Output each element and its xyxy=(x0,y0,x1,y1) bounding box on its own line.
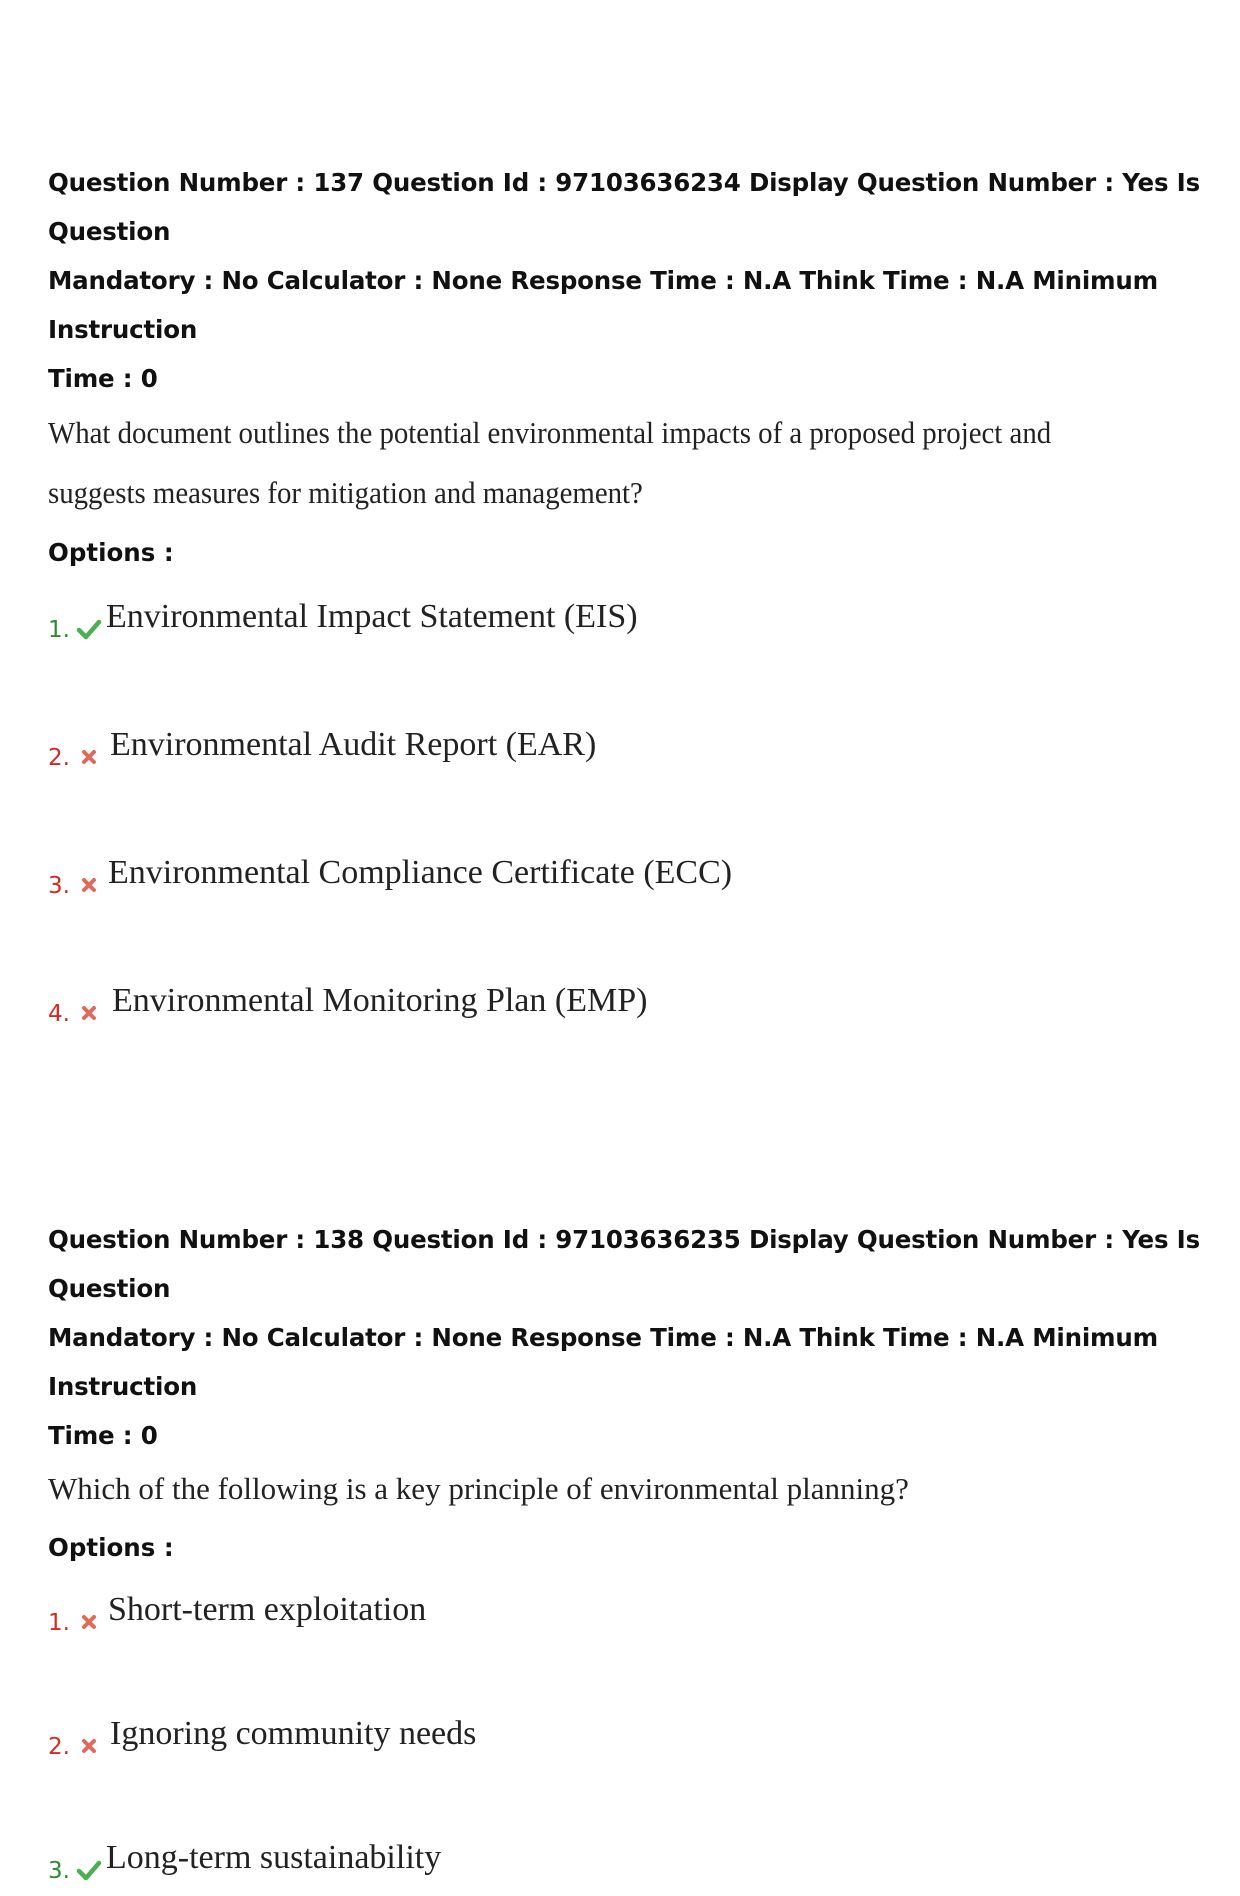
option-text: Environmental Compliance Certificate (ECC) xyxy=(108,854,733,891)
option-number: 3. xyxy=(48,873,70,899)
question-block-137 xyxy=(48,158,1208,1107)
cross-icon xyxy=(76,1606,102,1636)
check-icon xyxy=(76,613,102,643)
option-text: Long-term sustainability xyxy=(106,1839,442,1876)
cross-icon xyxy=(76,741,102,771)
option-number: 3. xyxy=(48,1858,70,1884)
option-text: Short-term exploitation xyxy=(108,1591,427,1628)
option-text: Environmental Impact Statement (EIS) xyxy=(106,598,638,635)
cross-icon xyxy=(76,997,102,1027)
option-number: 4. xyxy=(48,1001,70,1027)
options-label: Options : xyxy=(48,538,174,567)
page xyxy=(48,158,1208,1896)
question-meta-line: Question Number : 138 Question Id : 97103636235 Display Question Number : Yes Is Question xyxy=(48,1225,1200,1303)
option-number: 2. xyxy=(48,1734,70,1760)
question-text: Which of the following is a key principle of environmental planning? xyxy=(48,1471,909,1506)
option-item xyxy=(48,1588,1208,1712)
option-text: Environmental Audit Report (EAR) xyxy=(110,726,597,763)
question-text: What document outlines the potential environmental impacts of a proposed project and xyxy=(48,415,1052,450)
question-meta-line: Time : 0 xyxy=(48,364,158,393)
cross-icon xyxy=(76,1730,102,1760)
question-meta-line: Time : 0 xyxy=(48,1421,158,1450)
question-block-138 xyxy=(48,1215,1208,1896)
option-item xyxy=(48,1836,1208,1896)
option-item xyxy=(48,979,1208,1107)
option-text: Environmental Monitoring Plan (EMP) xyxy=(112,982,648,1019)
option-text: Ignoring community needs xyxy=(110,1715,477,1752)
cross-icon xyxy=(76,869,102,899)
question-meta-line: Question Number : 137 Question Id : 97103636234 Display Question Number : Yes Is Question xyxy=(48,168,1200,246)
check-icon xyxy=(76,1854,102,1884)
question-text: suggests measures for mitigation and management? xyxy=(48,475,643,510)
options-label: Options : xyxy=(48,1533,174,1562)
option-number: 1. xyxy=(48,617,70,643)
question-meta-line: Mandatory : No Calculator : None Response Time : N.A Think Time : N.A Minimum Instruction xyxy=(48,266,1158,344)
question-meta-line: Mandatory : No Calculator : None Response Time : N.A Think Time : N.A Minimum Instruction xyxy=(48,1323,1158,1401)
option-number: 2. xyxy=(48,745,70,771)
option-item xyxy=(48,723,1208,851)
option-number: 1. xyxy=(48,1610,70,1636)
option-item xyxy=(48,851,1208,979)
option-item xyxy=(48,1712,1208,1836)
option-item xyxy=(48,595,1208,723)
